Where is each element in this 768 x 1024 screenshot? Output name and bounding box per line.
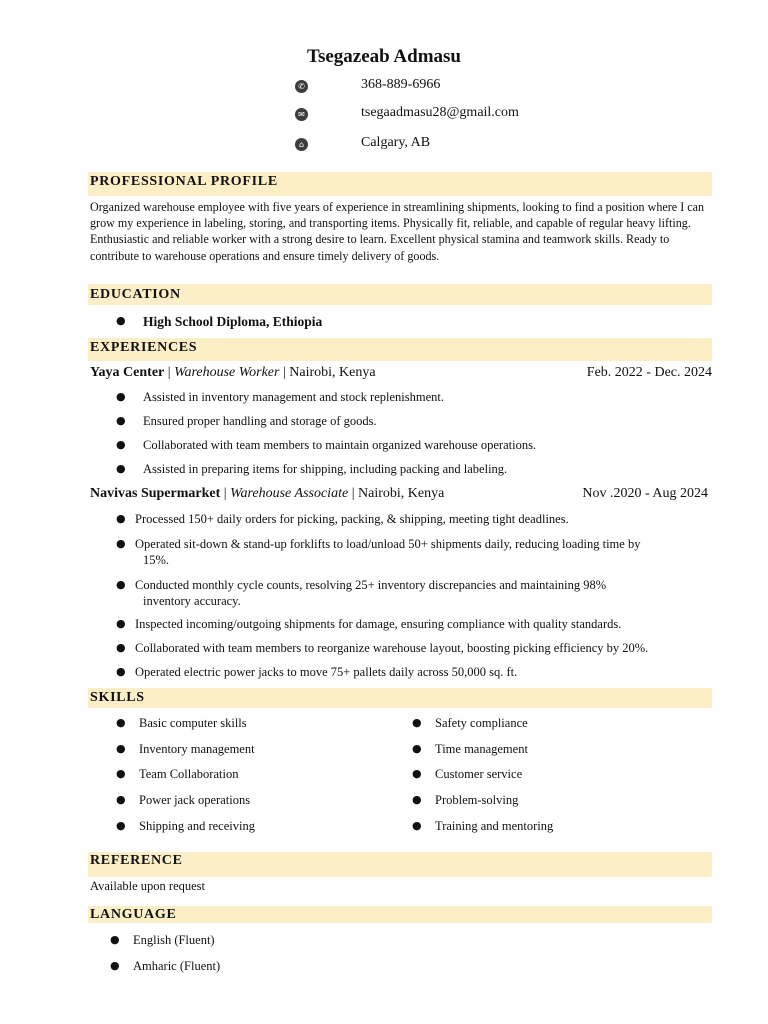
bullet: ● [116, 641, 126, 654]
bullet: ● [110, 959, 120, 972]
bullet: ● [116, 414, 126, 427]
bullet: ● [412, 819, 422, 832]
list-item-text: Assisted in inventory management and stock replenishment. [143, 390, 444, 404]
language-text: English (Fluent) [133, 933, 215, 947]
skill-text: Customer service [435, 767, 523, 781]
job-header [90, 365, 712, 383]
job-dates: Feb. 2022 - Dec. 2024 [586, 365, 712, 380]
job-header [90, 486, 708, 504]
list-item-text: Assisted in preparing items for shipping, including packing and labeling. [143, 462, 508, 476]
phone-text: 368-889-6966 [361, 77, 441, 92]
list-item-text: Ensured proper handling and storage of goods. [143, 414, 377, 428]
section-heading-reference: REFERENCE [88, 852, 712, 877]
section-heading-education: EDUCATION [88, 284, 712, 305]
list-item-text: Operated electric power jacks to move 75+ pallets daily across 50,000 sq. ft. [135, 665, 518, 679]
location-text: Calgary, AB [361, 135, 431, 150]
section-heading-experiences: EXPERIENCES [88, 338, 712, 361]
education-item-text: High School Diploma, Ethiopia [143, 314, 323, 329]
list-item-line: 15%. [143, 553, 170, 567]
list-item-text: Processed 150+ daily orders for picking, packing, & shipping, meeting tight deadlines. [135, 512, 569, 526]
bullet: ● [116, 716, 126, 729]
email-text: tsegaadmasu28@gmail.com [361, 105, 519, 120]
bullet: ● [116, 742, 126, 755]
job-title: Warehouse Worker [174, 365, 280, 380]
job-dates: Nov .2020 - Aug 2024 [582, 486, 708, 501]
separator: | [220, 486, 231, 501]
skill-text: Power jack operations [139, 793, 251, 807]
bullet: ● [412, 716, 422, 729]
list-item-line: inventory accuracy. [143, 594, 241, 608]
bullet: ● [116, 617, 126, 630]
list-item-text [135, 536, 725, 568]
list-item-text [135, 577, 725, 609]
bullet: ● [116, 390, 126, 403]
list-item-text: Inspected incoming/outgoing shipments for damage, ensuring compliance with quality standards. [135, 617, 622, 631]
bullet: ● [116, 819, 126, 832]
email-icon: ✉ [295, 108, 308, 121]
separator: | [348, 486, 358, 501]
profile-paragraph: Organized warehouse employee with five years of experience in streamlining shipments, looking to find a position where I can grow my experience in labeling, storing, and transporting items. Physically fit, reliable, and capable of regular heavy lifting. Enthusiastic and reliable worker with a strong desire to learn. Excellent physical stamina and teamwork skills. Ready to contribute to warehouse operations and ensure timely delivery of goods. [90, 200, 705, 263]
job-title-line [90, 365, 376, 381]
company-name: Navivas Supermarket [90, 486, 221, 501]
bullet: ● [412, 793, 422, 806]
section-heading-language: LANGUAGE [88, 906, 712, 923]
skill-text: Shipping and receiving [139, 819, 255, 833]
bullet: ● [116, 793, 126, 806]
job-location: Nairobi, Kenya [289, 365, 376, 380]
list-item [116, 536, 716, 570]
bullet: ● [412, 767, 422, 780]
section-heading-profile: PROFESSIONAL PROFILE [88, 172, 712, 196]
skill-text: Safety compliance [435, 716, 528, 730]
bullet: ● [116, 314, 126, 327]
bullet: ● [116, 462, 126, 475]
list-item-line: Operated sit-down & stand-up forklifts to load/unload 50+ shipments daily, reducing loading time by [135, 537, 641, 551]
bullet: ● [110, 933, 120, 946]
candidate-name: Tsegazeab Admasu [307, 46, 461, 67]
skill-text: Training and mentoring [435, 819, 554, 833]
home-icon: ⌂ [295, 138, 308, 151]
list-item-line: Conducted monthly cycle counts, resolving 25+ inventory discrepancies and maintaining 98% [135, 578, 607, 592]
skill-text: Basic computer skills [139, 716, 247, 730]
bullet: ● [412, 742, 422, 755]
bullet: ● [116, 537, 126, 550]
phone-icon: ✆ [295, 80, 308, 93]
job-location: Nairobi, Kenya [358, 486, 445, 501]
job-title-line [90, 486, 444, 502]
company-name: Yaya Center [90, 365, 165, 380]
job-title: Warehouse Associate [230, 486, 349, 501]
skill-text: Time management [435, 742, 528, 756]
skill-text: Problem-solving [435, 793, 519, 807]
separator: | [164, 365, 175, 380]
skill-text: Inventory management [139, 742, 255, 756]
section-heading-skills: SKILLS [88, 688, 712, 708]
reference-text: Available upon request [90, 879, 206, 893]
list-item-text: Collaborated with team members to reorganize warehouse layout, boosting picking efficiency by 20%. [135, 641, 649, 655]
skill-text: Team Collaboration [139, 767, 239, 781]
language-text: Amharic (Fluent) [133, 959, 221, 973]
list-item-text: Collaborated with team members to maintain organized warehouse operations. [143, 438, 537, 452]
separator: | [279, 365, 290, 380]
list-item [116, 577, 716, 611]
bullet: ● [116, 578, 126, 591]
bullet: ● [116, 665, 126, 678]
bullet: ● [116, 767, 126, 780]
bullet: ● [116, 438, 126, 451]
bullet: ● [116, 512, 126, 525]
